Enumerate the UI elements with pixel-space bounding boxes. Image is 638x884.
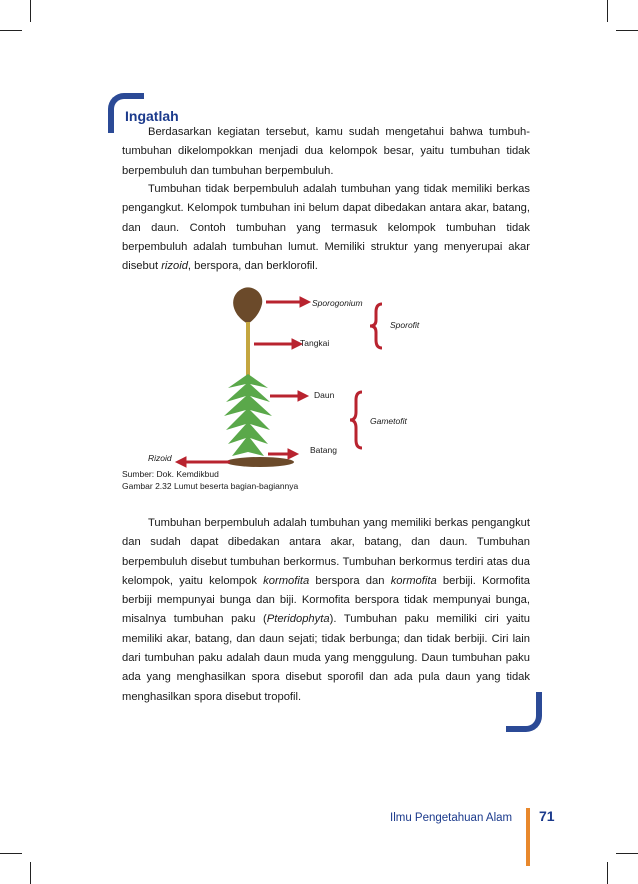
- paragraph-3-text: Tumbuhan berpembuluh adalah tumbuhan yang memiliki berkas pengangkut dan sudah dapat dibedakan antara akar, batang, dan daun. Tumbuhan berpembuluh disebut tumbuhan berkormus. Tumbuhan berkormus terdiri atas dua kelompok, yaitu kelompok: [122, 517, 530, 587]
- moss-plant: [224, 287, 294, 467]
- page-number: 71: [539, 808, 555, 824]
- paragraph-2: [122, 180, 530, 276]
- label-rizoid: Rizoid: [148, 453, 172, 463]
- term-pteridophyta: Pteridophyta: [266, 613, 330, 626]
- figure-source: Sumber: Dok. Kemdikbud: [122, 469, 219, 479]
- label-daun: Daun: [314, 390, 335, 400]
- paragraph-2-text-end: , berspora, dan berklorofil.: [187, 260, 318, 273]
- term-kormofita-1: kormofita: [263, 574, 310, 587]
- braces: [350, 304, 382, 448]
- crop-mark: [30, 862, 31, 884]
- crop-mark: [0, 853, 22, 854]
- term-rizoid: rizoid: [161, 260, 188, 273]
- paragraph-1-text: Berdasarkan kegiatan tersebut, kamu sudah mengetahui bahwa tumbuh-tumbuhan dikelompokkan menjadi dua kelompok besar, yaitu tumbuhan tidak berpembuluh dan tumbuhan berpembuluh.: [122, 126, 530, 177]
- figure-caption: Gambar 2.32 Lumut beserta bagian-bagiannya: [122, 481, 299, 491]
- term-kormofita-2: kormofita: [390, 574, 437, 587]
- paragraph-3-text-4: ). Tumbuhan paku memiliki ciri yaitu memiliki akar, batang, dan daun sejati; tidak berbunga; dan tidak berbiji. Ciri lain dari tumbuhan paku adalah daun muda yang menggulung. Daun tumbuhan paku ada yang menghasilkan spora disebut sporofil dan ada pula daun yang tidak menghasilkan spora disebut tropofil.: [122, 613, 530, 703]
- crop-mark: [616, 30, 638, 31]
- stalk: [246, 322, 250, 377]
- paragraph-3: [122, 514, 530, 707]
- paragraph-3-text-3: berbiji. Kormofita berbiji mempunyai bunga dan biji. Kormofita berspora tidak mempunyai bunga, misalnya tumbuhan paku (: [122, 574, 530, 626]
- crop-mark: [607, 862, 608, 884]
- label-batang: Batang: [310, 445, 337, 455]
- label-sporofit: Sporofit: [390, 320, 420, 330]
- sporogonium-capsule: [233, 287, 262, 324]
- label-sporogonium: Sporogonium: [312, 298, 363, 308]
- paragraph-1: [122, 123, 530, 181]
- paragraph-2-text: Tumbuhan tidak berpembuluh adalah tumbuhan yang tidak memiliki berkas pengangkut. Kelompok tumbuhan ini belum dapat dibedakan antara akar, batang, dan daun. Contoh tumbuhan yang termasuk kelompok tumbuhan tidak berpembuluh adalah tumbuhan lumut. Memiliki struktur yang menyerupai akar disebut: [122, 183, 530, 273]
- soil: [226, 457, 294, 467]
- crop-mark: [607, 0, 608, 22]
- leafy-stem: [224, 374, 272, 456]
- section-heading: Ingatlah: [125, 108, 179, 124]
- paragraph-3-text-2: berspora dan: [309, 574, 391, 587]
- footer-accent-bar: [526, 808, 530, 866]
- crop-mark: [30, 0, 31, 22]
- moss-illustration: [120, 282, 440, 482]
- label-tangkai: Tangkai: [300, 338, 330, 348]
- label-gametofit: Gametofit: [370, 416, 407, 426]
- moss-figure: [120, 282, 440, 482]
- footer-book-title: Ilmu Pengetahuan Alam: [390, 812, 513, 824]
- crop-mark: [0, 30, 22, 31]
- crop-mark: [616, 853, 638, 854]
